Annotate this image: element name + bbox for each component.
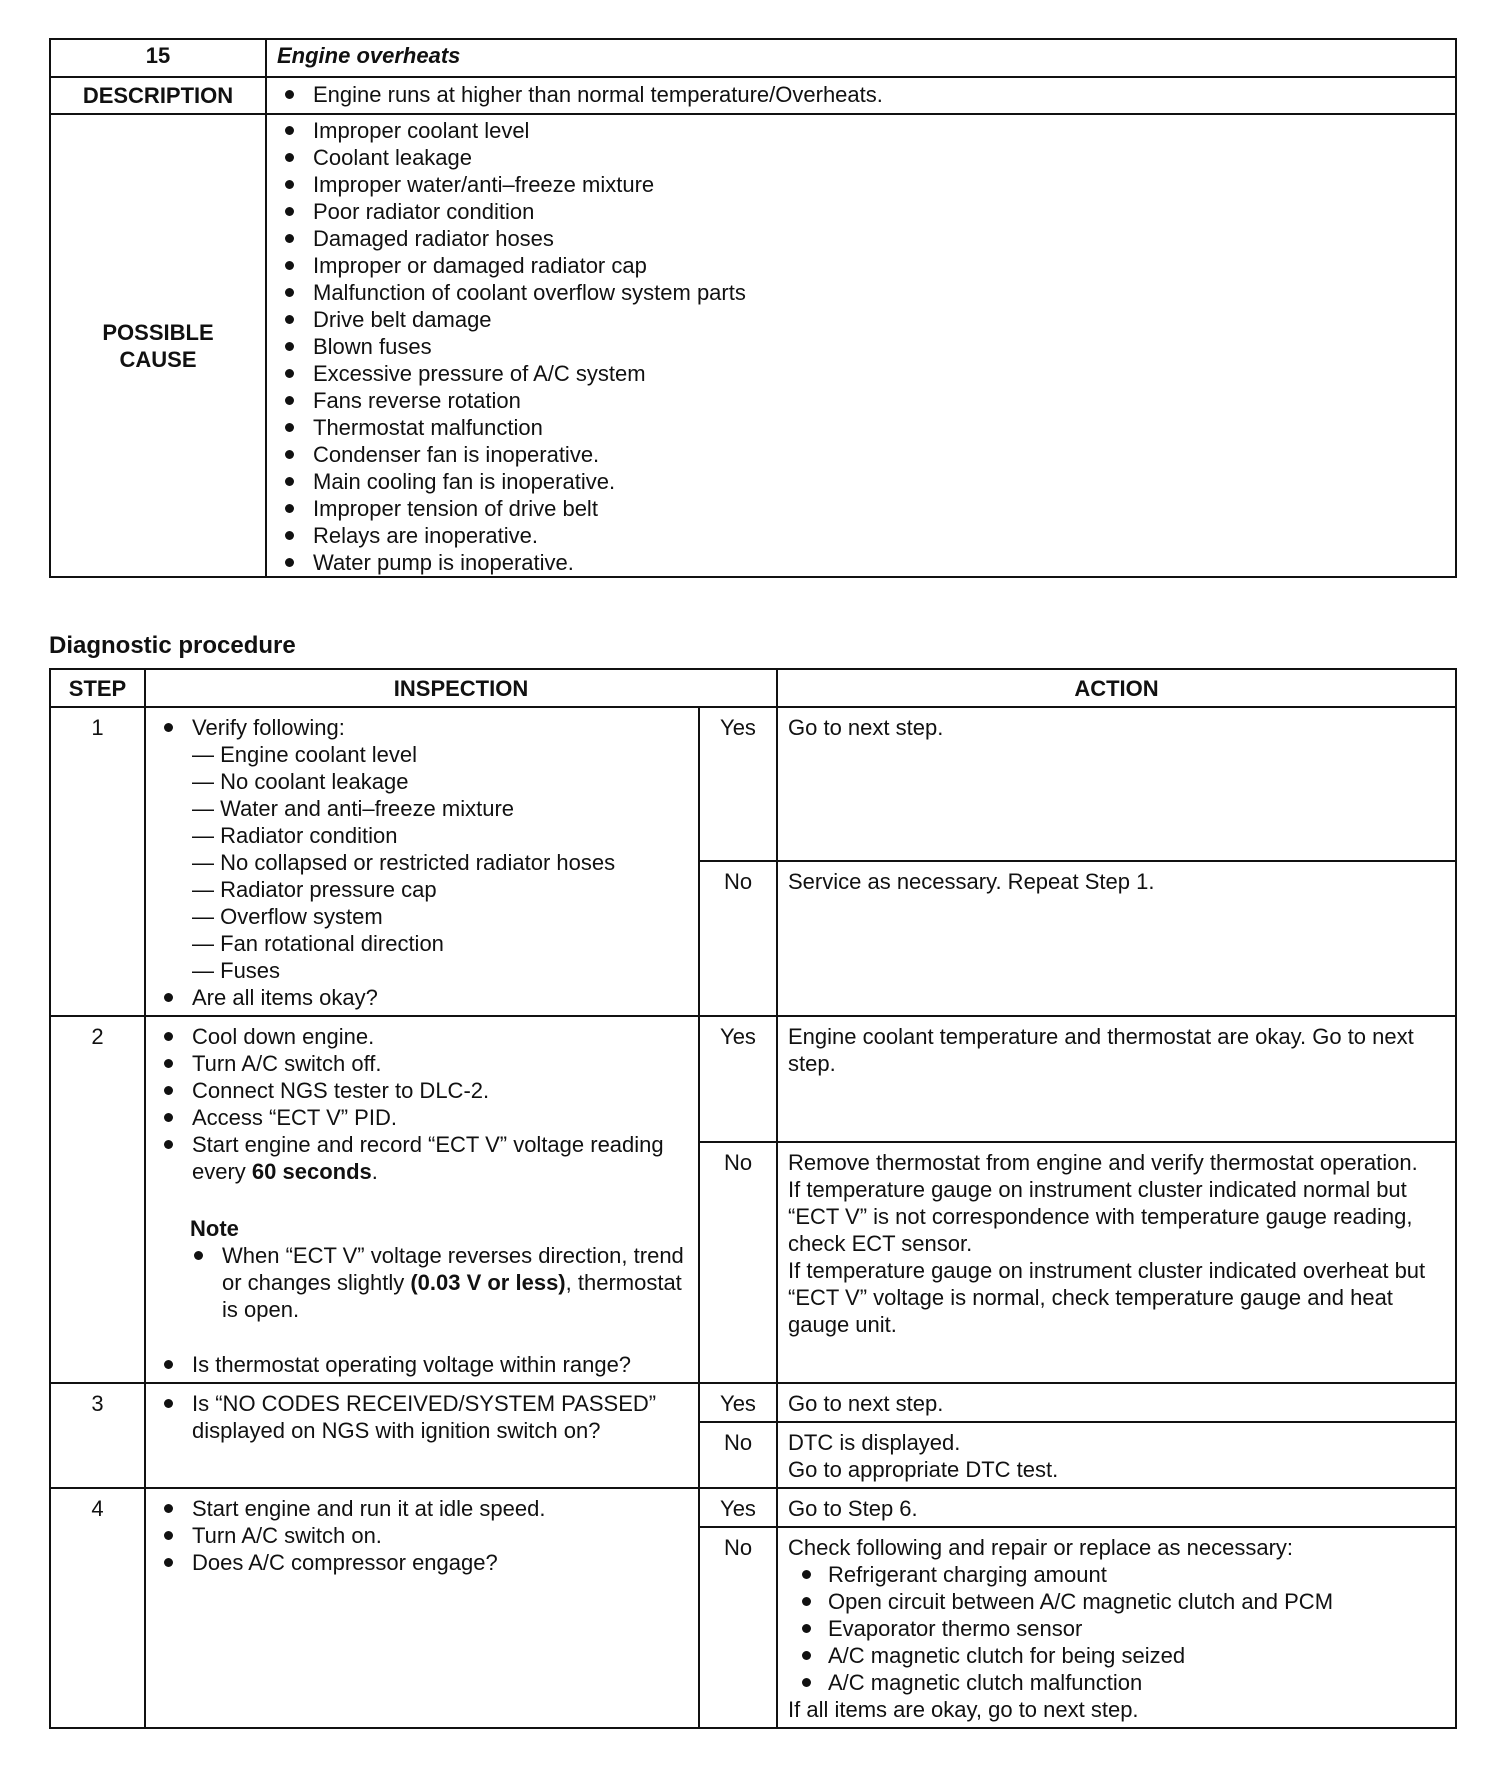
no-label: No: [699, 861, 777, 1016]
step-number: 4: [50, 1488, 145, 1728]
yes-label: Yes: [699, 707, 777, 861]
yes-label: Yes: [699, 1016, 777, 1142]
step3-inspection: [145, 1383, 699, 1488]
cause-item: Main cooling fan is inoperative.: [281, 468, 1445, 495]
verify-item: — No coolant leakage: [192, 768, 688, 795]
description-label: DESCRIPTION: [50, 77, 266, 114]
possible-cause-list: [266, 114, 1456, 577]
verify-item: — Engine coolant level: [192, 741, 688, 768]
step1-inspection: [145, 707, 699, 1016]
step2-item: Cool down engine.: [160, 1023, 688, 1050]
verify-item: — Overflow system: [192, 903, 688, 930]
step-number: 2: [50, 1016, 145, 1383]
step3-yes-action: Go to next step.: [777, 1383, 1456, 1422]
step4-no-end: If all items are okay, go to next step.: [788, 1697, 1139, 1722]
cause-item: Malfunction of coolant overflow system parts: [281, 279, 1445, 306]
col-header-inspection: INSPECTION: [145, 669, 777, 707]
step2-inspection: [145, 1016, 699, 1383]
step4-yes-action: Go to Step 6.: [777, 1488, 1456, 1527]
cause-item: Damaged radiator hoses: [281, 225, 1445, 252]
cause-item: Poor radiator condition: [281, 198, 1445, 225]
step1-no-action: Service as necessary. Repeat Step 1.: [777, 861, 1456, 1016]
step-number: 1: [50, 707, 145, 1016]
description-text: Engine runs at higher than normal temperature/Overheats.: [281, 81, 1445, 108]
verify-item: — Fuses: [192, 957, 688, 984]
note-text: When “ECT V” voltage reverses direction, trend or changes slightly (0.03 V or less), thermostat is open.: [190, 1242, 688, 1323]
step2-question: Is thermostat operating voltage within range?: [160, 1351, 688, 1378]
symptom-number: 15: [50, 39, 266, 77]
col-header-action: ACTION: [777, 669, 1456, 707]
step4-no-intro: Check following and repair or replace as necessary:: [788, 1535, 1294, 1560]
cause-item: Water pump is inoperative.: [281, 549, 1445, 576]
cause-item: Blown fuses: [281, 333, 1445, 360]
step2-item: Access “ECT V” PID.: [160, 1104, 688, 1131]
possible-cause-label: POSSIBLE CAUSE: [50, 114, 266, 577]
step4-no-action: [777, 1527, 1456, 1728]
verify-label: Verify following:: [160, 714, 688, 741]
step2-record-item: Start engine and record “ECT V” voltage reading every 60 seconds.: [160, 1131, 688, 1185]
verify-item: — No collapsed or restricted radiator hoses: [192, 849, 688, 876]
step4-inspection: [145, 1488, 699, 1728]
diagnostic-procedure-table: [49, 668, 1457, 1729]
yes-label: Yes: [699, 1383, 777, 1422]
verify-item: — Radiator condition: [192, 822, 688, 849]
check-item: Evaporator thermo sensor: [798, 1615, 1447, 1642]
step3-no-action: DTC is displayed. Go to appropriate DTC test.: [777, 1422, 1456, 1488]
no-action-line: If temperature gauge on instrument cluster indicated normal but “ECT V” is not correspondence with temperature gauge reading, check ECT sensor.: [788, 1177, 1413, 1256]
no-label: No: [699, 1527, 777, 1728]
verify-item: — Water and anti–freeze mixture: [192, 795, 688, 822]
step4-item: Does A/C compressor engage?: [160, 1549, 688, 1576]
note-title: Note: [190, 1216, 239, 1241]
col-header-step: STEP: [50, 669, 145, 707]
verify-item: — Fan rotational direction: [192, 930, 688, 957]
cause-item: Excessive pressure of A/C system: [281, 360, 1445, 387]
step1-question: Are all items okay?: [160, 984, 688, 1011]
no-action-line: Remove thermostat from engine and verify thermostat operation.: [788, 1150, 1418, 1175]
cause-item: Drive belt damage: [281, 306, 1445, 333]
step3-question: Is “NO CODES RECEIVED/SYSTEM PASSED” displayed on NGS with ignition switch on?: [160, 1390, 688, 1444]
cause-item: Improper tension of drive belt: [281, 495, 1445, 522]
no-label: No: [699, 1142, 777, 1383]
step4-item: Start engine and run it at idle speed.: [160, 1495, 688, 1522]
cause-item: Coolant leakage: [281, 144, 1445, 171]
cause-item: Thermostat malfunction: [281, 414, 1445, 441]
description-cell: [266, 77, 1456, 114]
cause-item: Improper or damaged radiator cap: [281, 252, 1445, 279]
cause-item: Condenser fan is inoperative.: [281, 441, 1445, 468]
check-item: A/C magnetic clutch malfunction: [798, 1669, 1447, 1696]
step2-no-action: [777, 1142, 1456, 1383]
check-item: Refrigerant charging amount: [798, 1561, 1447, 1588]
step-number: 3: [50, 1383, 145, 1488]
check-item: Open circuit between A/C magnetic clutch and PCM: [798, 1588, 1447, 1615]
cause-item: Relays are inoperative.: [281, 522, 1445, 549]
no-label: No: [699, 1422, 777, 1488]
step1-yes-action: Go to next step.: [777, 707, 1456, 861]
step4-item: Turn A/C switch on.: [160, 1522, 688, 1549]
no-action-line: If temperature gauge on instrument cluster indicated overheat but “ECT V” voltage is normal, check temperature gauge and heat gauge unit.: [788, 1258, 1426, 1337]
cause-item: Improper water/anti–freeze mixture: [281, 171, 1445, 198]
cause-item: Fans reverse rotation: [281, 387, 1445, 414]
step2-item: Connect NGS tester to DLC-2.: [160, 1077, 688, 1104]
section-title: Diagnostic procedure: [49, 632, 296, 659]
verify-item: — Radiator pressure cap: [192, 876, 688, 903]
symptom-title: Engine overheats: [266, 39, 1456, 77]
symptom-table: [49, 38, 1457, 578]
cause-item: Improper coolant level: [281, 117, 1445, 144]
step2-item: Turn A/C switch off.: [160, 1050, 688, 1077]
check-item: A/C magnetic clutch for being seized: [798, 1642, 1447, 1669]
yes-label: Yes: [699, 1488, 777, 1527]
step2-yes-action: Engine coolant temperature and thermostat are okay. Go to next step.: [777, 1016, 1456, 1142]
note-block: [190, 1215, 688, 1323]
